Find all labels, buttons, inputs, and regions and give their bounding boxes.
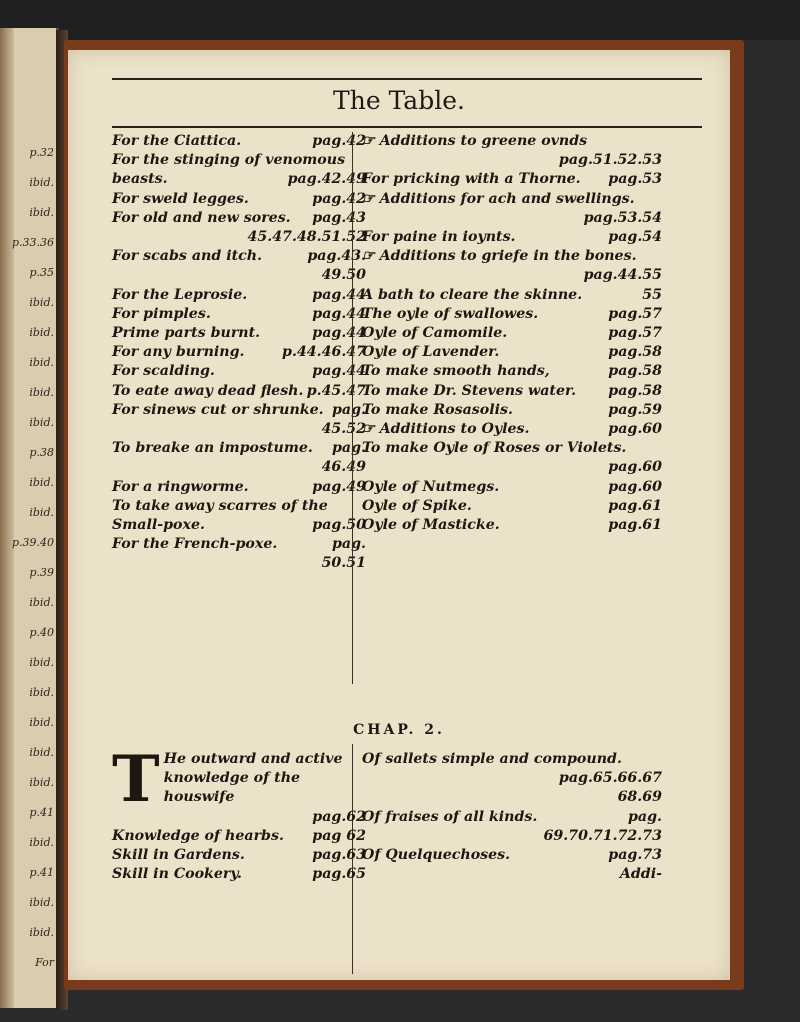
entry-text: Oyle of Lavender. xyxy=(362,344,500,361)
entry-page: pag.58 xyxy=(608,363,662,380)
entry-page-continued: 50.51 xyxy=(321,555,366,572)
index-entry xyxy=(362,846,662,865)
left-page-ref: ibid. xyxy=(29,296,54,309)
left-page-ref: p.41 xyxy=(29,866,54,879)
entry-text: Oyle of Camomile. xyxy=(362,325,508,342)
index-entry xyxy=(362,420,662,439)
left-page-ref: ibid. xyxy=(29,686,54,699)
left-page-ref: ibid. xyxy=(29,326,54,339)
index-entry xyxy=(112,420,366,439)
entry-text: For the Leprosie. xyxy=(112,286,248,303)
entry-page: pag.50 xyxy=(312,517,366,534)
left-page-ref: For xyxy=(35,956,54,969)
entry-page: pag.54 xyxy=(608,229,662,246)
chapter-left-column xyxy=(112,742,366,884)
left-page-ref: ibid. xyxy=(29,176,54,189)
index-entry xyxy=(362,132,662,170)
index-entry xyxy=(112,266,366,285)
left-page-ref: ibid. xyxy=(29,896,54,909)
left-page-ref: ibid. xyxy=(29,656,54,669)
left-page-ref: ibid. xyxy=(29,836,54,849)
index-entry xyxy=(112,554,366,573)
index-entry xyxy=(112,535,366,554)
entry-page: pag.43. xyxy=(307,248,366,265)
entry-page: p.45.47 xyxy=(306,382,366,399)
index-entry xyxy=(362,478,662,497)
entry-text: For scalding. xyxy=(112,363,215,380)
index-entry xyxy=(112,401,366,420)
index-entry xyxy=(362,362,662,381)
entry-text: ☞ Additions to griefe in the bones. xyxy=(362,248,637,265)
index-entry xyxy=(362,247,662,285)
right-index-column xyxy=(362,132,662,535)
index-entry xyxy=(362,305,662,324)
index-entry xyxy=(112,478,366,497)
entry-text: For pricking with a Thorne. xyxy=(362,171,581,188)
entry-text: Prime parts burnt. xyxy=(112,325,261,342)
index-entry xyxy=(362,516,662,535)
background-top xyxy=(0,0,800,40)
entry-text: For scabs and itch. xyxy=(112,248,263,265)
index-entry xyxy=(112,247,366,266)
left-page-ref: ibid. xyxy=(29,716,54,729)
entry-text: ☞ Additions to greene ovnds xyxy=(362,133,588,149)
entry-page: pag.63 xyxy=(312,847,366,864)
page-title: The Table. xyxy=(333,86,465,115)
entry-page: pag.43 xyxy=(312,209,366,226)
entry-text: Of sallets simple and compound. xyxy=(362,751,622,767)
chapter-lead-page: pag.62 xyxy=(312,808,366,825)
top-rule xyxy=(112,78,702,80)
index-entry xyxy=(362,401,662,420)
left-page-ref: ibid. xyxy=(29,506,54,519)
index-entry xyxy=(362,343,662,362)
entry-text: For sinews cut or shrunke. xyxy=(112,401,324,418)
chapter-right-column xyxy=(362,750,662,884)
index-entry xyxy=(112,439,366,458)
entry-page: pag.57 xyxy=(608,305,662,322)
entry-page-continued: 45.47.48.51.52 xyxy=(247,229,366,246)
index-entry xyxy=(362,382,662,401)
entry-text: Oyle of Spike. xyxy=(362,497,472,514)
entry-page: pag.65.66.67 xyxy=(558,770,662,787)
entry-page: pag. xyxy=(332,440,366,457)
book-page xyxy=(68,50,730,980)
entry-text: Oyle of Nutmegs. xyxy=(362,478,500,495)
entry-text: For a ringwormе. xyxy=(112,478,249,495)
entry-page: pag.65 xyxy=(312,866,366,883)
entry-page-continued: 45.52 xyxy=(321,421,366,438)
left-page-ref: ibid. xyxy=(29,356,54,369)
entry-page: pag.42 xyxy=(312,133,366,149)
entry-page: pag.53 xyxy=(608,171,662,188)
entry-text: For sweld legges. xyxy=(112,190,249,207)
left-page-ref: p.41 xyxy=(29,806,54,819)
chapter-heading: CHAP. 2. xyxy=(353,722,445,738)
entry-page: pag 62 xyxy=(312,827,366,844)
left-page-ref: ibid. xyxy=(29,596,54,609)
entry-text: For any burning. xyxy=(112,344,245,361)
entry-text: For the French-poxe. xyxy=(112,536,278,553)
entry-page: 55 xyxy=(642,286,662,303)
index-entry xyxy=(362,865,662,884)
entry-text: Knowledge of hearbs. xyxy=(112,827,284,844)
index-entry xyxy=(112,865,366,884)
index-entry xyxy=(112,827,366,846)
title-underline xyxy=(112,126,702,128)
index-entry xyxy=(362,286,662,305)
entry-text: For the Ciattica. xyxy=(112,133,242,149)
entry-page: pag.44 xyxy=(312,363,366,380)
entry-page: pag.44 xyxy=(312,305,366,322)
entry-page-continued: 68.69 xyxy=(617,789,662,806)
left-page-ref: p.39.40 xyxy=(11,536,54,549)
entry-text: The oyle of swallowes. xyxy=(362,305,539,322)
left-page-ref: p.35 xyxy=(29,266,54,279)
entry-page-continued: 49.50 xyxy=(321,267,366,284)
entry-text: To make smooth hands, xyxy=(362,363,550,380)
column-divider xyxy=(352,132,353,684)
index-entry xyxy=(362,170,662,189)
left-page-ref: ibid. xyxy=(29,416,54,429)
entry-page-continued: Addi- xyxy=(619,866,662,883)
entry-page: pag.49 xyxy=(312,478,366,495)
index-entry xyxy=(112,846,366,865)
entry-page: pag. xyxy=(628,808,662,825)
left-facing-page xyxy=(0,28,59,1008)
index-entry xyxy=(362,827,662,846)
index-entry xyxy=(112,132,366,151)
entry-page: pag.57 xyxy=(608,325,662,342)
entry-text: To take away scarres of the Small-poxe. xyxy=(112,497,328,534)
entry-page: pag.51.52.53 xyxy=(558,152,662,169)
left-page-ref: ibid. xyxy=(29,746,54,759)
left-page-ref: p.40 xyxy=(29,626,54,639)
entry-text: Skill in Cookery. xyxy=(112,866,242,883)
index-entry xyxy=(362,228,662,247)
entry-page: pag.44.55 xyxy=(583,267,662,284)
entry-text: To eate away dead flesh. xyxy=(112,382,304,399)
index-entry xyxy=(112,324,366,343)
index-entry xyxy=(112,497,366,535)
entry-page: pag. xyxy=(332,401,366,418)
index-entry xyxy=(112,151,366,189)
left-page-ref: p.38 xyxy=(29,446,54,459)
index-entry xyxy=(112,190,366,209)
entry-page: pag.60 xyxy=(608,421,662,438)
index-entry xyxy=(362,324,662,343)
index-entry xyxy=(112,343,366,362)
index-entry xyxy=(112,458,366,477)
left-page-ref: ibid. xyxy=(29,776,54,789)
entry-page: pag.44 xyxy=(312,325,366,342)
entry-text: To make Oyle of Roses or Violets. xyxy=(362,440,627,457)
left-page-ref: ibid. xyxy=(29,476,54,489)
entry-page: pag.42.49 xyxy=(287,171,366,188)
index-entry xyxy=(112,305,366,324)
index-entry xyxy=(362,439,662,477)
entry-text: A bath to cleare the skinne. xyxy=(362,286,583,303)
entry-page: pag.44 xyxy=(312,286,366,303)
entry-page: pag.61 xyxy=(608,497,662,514)
index-entry xyxy=(362,190,662,228)
entry-text: For pimples. xyxy=(112,305,211,322)
entry-text: To make Rosasolis. xyxy=(362,401,513,418)
entry-text: To breake an impostume. xyxy=(112,440,313,457)
entry-text: For paine in ioynts. xyxy=(362,229,516,246)
index-entry xyxy=(362,750,662,788)
entry-text: For the stinging of venomous beasts. xyxy=(112,152,346,188)
left-page-ref: ibid. xyxy=(29,926,54,939)
entry-text: ☞ Additions for ach and swellings. xyxy=(362,190,635,207)
entry-text: Of Quelquechoses. xyxy=(362,847,511,864)
index-entry xyxy=(362,497,662,516)
entry-text: For old and new sores. xyxy=(112,209,291,226)
left-page-ref: p.39 xyxy=(29,566,54,579)
entry-text: Skill in Gardens. xyxy=(112,847,245,864)
entry-page: pag.53.54 xyxy=(583,209,662,226)
entry-text: ☞ Additions to Oyles. xyxy=(362,421,530,438)
entry-page: pag.59 xyxy=(608,401,662,418)
index-entry xyxy=(112,286,366,305)
index-entry xyxy=(112,382,366,401)
index-entry xyxy=(112,228,366,247)
left-page-ref: ibid. xyxy=(29,386,54,399)
entry-page-continued: 69.70.71.72.73 xyxy=(543,827,662,844)
left-page-ref: p.33.36 xyxy=(11,236,54,249)
entry-page: pag.42 xyxy=(312,190,366,207)
entry-page: pag.60 xyxy=(608,478,662,495)
index-entry xyxy=(112,362,366,381)
entry-page: pag.58 xyxy=(608,382,662,399)
entry-page: pag.58 xyxy=(608,344,662,361)
entry-page: pag. xyxy=(332,536,366,553)
entry-page: p.44.46.47 xyxy=(282,344,366,361)
drop-cap: T xyxy=(112,742,160,817)
entry-text: Oyle of Masticke. xyxy=(362,517,500,534)
left-page-ref: ibid. xyxy=(29,206,54,219)
left-page-ref: p.32 xyxy=(29,146,54,159)
index-entry xyxy=(362,788,662,807)
entry-page: pag.60 xyxy=(608,459,662,476)
entry-text: Of fraises of all kinds. xyxy=(362,808,538,825)
entry-page-continued: 46.49 xyxy=(321,459,366,476)
index-entry xyxy=(112,209,366,228)
entry-text: To make Dr. Stevens water. xyxy=(362,382,577,399)
chapter-lead-text: He outward and active knowledge of the houswife xyxy=(163,751,343,806)
left-index-column xyxy=(112,132,366,574)
entry-page: pag.61 xyxy=(608,517,662,534)
index-entry xyxy=(362,808,662,827)
entry-page: pag.73 xyxy=(608,847,662,864)
